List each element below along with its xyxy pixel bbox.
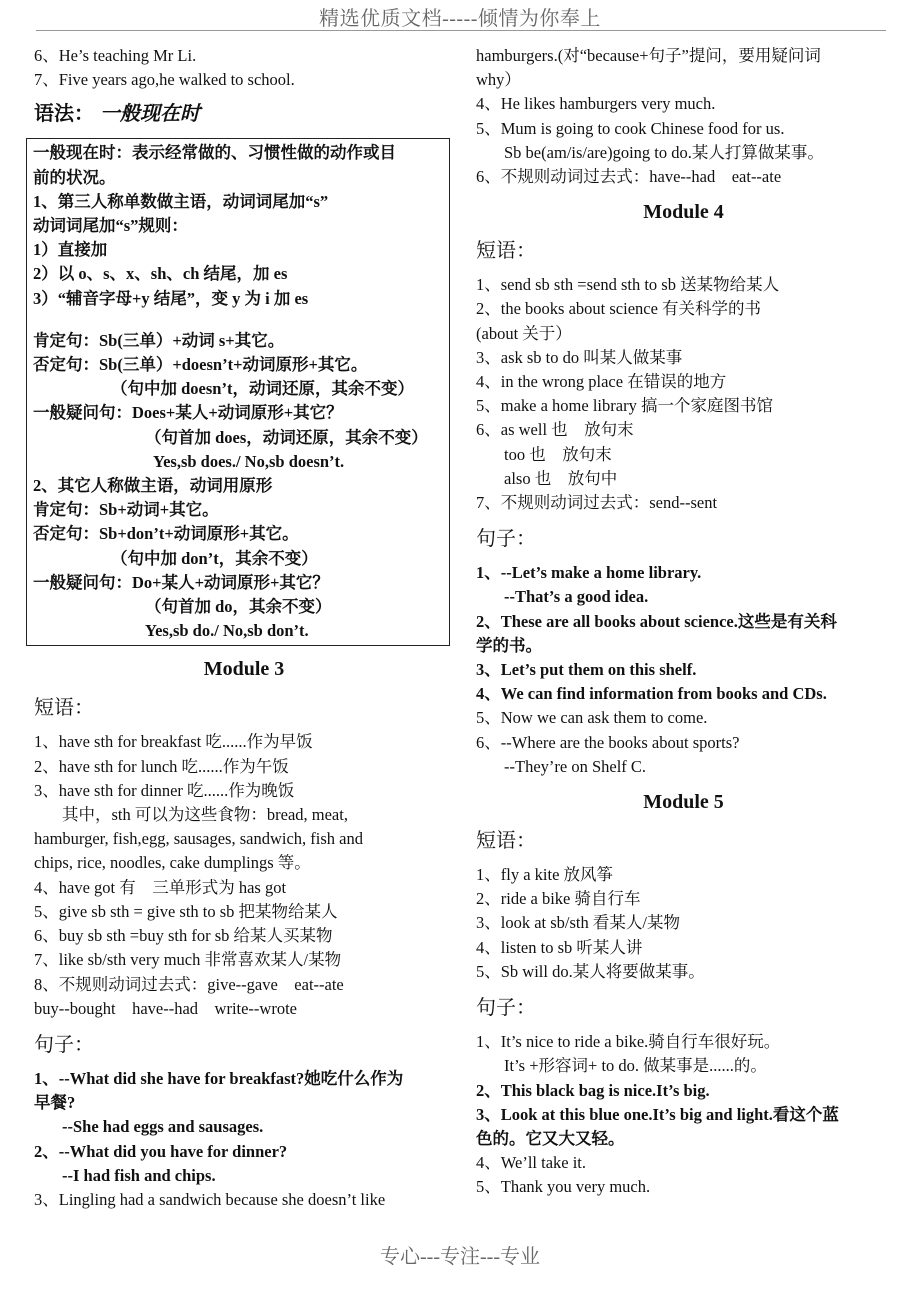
sentence-line: 7、Five years ago,he walked to school. <box>34 70 295 90</box>
sentence-line: 6、不规则动词过去式：have--had eat--ate <box>476 167 782 187</box>
grammar-line: 3）“辅音字母+y 结尾”，变 y 为 i 加 es <box>33 288 309 308</box>
module-4-title: Module 4 <box>643 201 724 224</box>
sentences-label: 句子： <box>476 528 536 551</box>
grammar-line: 一般疑问句：Does+某人+动词原形+其它？ <box>33 403 343 423</box>
phrase-line: 7、不规则动词过去式：send--sent <box>476 493 718 513</box>
sentence-line: 早餐? <box>34 1093 76 1113</box>
phrase-line: too 也 放句末 <box>504 444 612 464</box>
sentence-line: 1、--What did she have for breakfast?她吃什么作为 <box>34 1068 404 1088</box>
sentence-line: 3、Let’s put them on this shelf. <box>476 660 697 680</box>
page-header: 精选优质文档-----倾情为你奉上 <box>319 8 601 30</box>
sentence-line: 5、Thank you very much. <box>476 1177 651 1197</box>
header-rule <box>36 30 886 31</box>
phrase-line: 1、fly a kite 放风筝 <box>476 865 614 885</box>
sentences-label: 句子： <box>476 997 536 1020</box>
phrase-line: 4、have got 有 三单形式为 has got <box>34 877 287 897</box>
sentence-line: Sb be(am/is/are)going to do.某人打算做某事。 <box>504 142 824 162</box>
phrase-line: 8、不规则动词过去式：give--gave eat--ate <box>34 974 344 994</box>
sentence-line: hamburgers.(对“because+句子”提问，要用疑问词 <box>476 46 821 65</box>
sentence-line: --They’re on Shelf C. <box>504 756 647 776</box>
sentence-line: 3、Look at this blue one.It’s big and light.看这个蓝 <box>476 1104 839 1124</box>
grammar-line: 2）以 o、s、x、sh、ch 结尾，加 es <box>33 264 288 284</box>
phrase-line: 5、Sb will do.某人将要做某事。 <box>476 961 705 981</box>
sentence-line: 4、We’ll take it. <box>476 1153 587 1173</box>
grammar-line: 否定句：Sb(三单）+doesn’t+动词原形+其它。 <box>33 355 368 375</box>
phrase-line: 1、have sth for breakfast 吃......作为早饭 <box>34 732 313 752</box>
right-column <box>476 44 891 1200</box>
phrase-line: 2、the books about science 有关科学的书 <box>476 299 762 319</box>
phrase-line: 3、ask sb to do 叫某人做某事 <box>476 347 683 367</box>
phrase-line: 4、listen to sb 听某人讲 <box>476 937 643 957</box>
grammar-line: 肯定句：Sb(三单）+动词 s+其它。 <box>33 330 285 350</box>
phrase-line: 2、have sth for lunch 吃......作为午饭 <box>34 756 289 776</box>
phrase-line: 其中，sth 可以为这些食物：bread, meat, <box>62 805 348 825</box>
phrases-label: 短语： <box>476 830 536 853</box>
phrases-label: 短语： <box>476 240 536 263</box>
page-footer: 专心---专注---专业 <box>380 1246 540 1268</box>
phrase-line: (about 关于） <box>476 323 572 343</box>
left-column <box>34 44 454 1212</box>
phrase-line: 6、buy sb sth =buy sth for sb 给某人买某物 <box>34 926 333 946</box>
sentence-line: 2、--What did you have for dinner? <box>34 1141 288 1161</box>
phrase-line: also 也 放句中 <box>504 468 618 488</box>
phrase-line: 2、ride a bike 骑自行车 <box>476 889 641 909</box>
phrase-line: 3、have sth for dinner 吃......作为晚饭 <box>34 780 295 800</box>
grammar-line: Yes,sb do./ No,sb don’t. <box>145 621 309 641</box>
grammar-line: 一般疑问句：Do+某人+动词原形+其它？ <box>33 572 329 592</box>
phrase-line: 6、as well 也 放句末 <box>476 420 634 440</box>
grammar-topic: 一般现在时 <box>100 103 200 126</box>
sentence-line: 色的。它又大又轻。 <box>476 1128 625 1148</box>
grammar-line: （句首加 do，其余不变） <box>145 597 332 617</box>
grammar-label: 语法： <box>34 103 94 126</box>
grammar-line: 1、第三人称单数做主语，动词词尾加“s” <box>33 191 329 211</box>
sentence-line: 2、These are all books about science.这些是有关科 <box>476 611 837 631</box>
sentence-line: 6、He’s teaching Mr Li. <box>34 46 197 65</box>
sentence-line: 6、--Where are the books about sports? <box>476 732 740 752</box>
sentences-label: 句子： <box>34 1033 94 1056</box>
grammar-line: 一般现在时：表示经常做的、习惯性做的动作或目 <box>33 143 396 163</box>
grammar-line: 否定句：Sb+don’t+动词原形+其它。 <box>33 524 299 544</box>
phrase-line: buy--bought have--had write--wrote <box>34 998 297 1018</box>
spacer <box>33 311 449 329</box>
sentence-line: 学的书。 <box>476 635 542 655</box>
grammar-line: （句首加 does，动词还原，其余不变） <box>145 427 428 447</box>
grammar-line: （句中加 doesn’t，动词还原，其余不变） <box>111 379 414 399</box>
sentence-line: It’s +形容词+ to do. 做某事是......的。 <box>504 1056 767 1076</box>
sentence-line: --She had eggs and sausages. <box>62 1117 264 1137</box>
sentence-line: why） <box>476 70 521 90</box>
grammar-line: 动词词尾加“s”规则： <box>33 216 188 236</box>
phrase-line: hamburger, fish,egg, sausages, sandwich, fish and <box>34 829 363 849</box>
sentence-line: 3、Lingling had a sandwich because she doesn’t like <box>34 1189 386 1209</box>
phrase-line: 5、make a home library 搞一个家庭图书馆 <box>476 396 773 416</box>
module-5-title: Module 5 <box>643 791 724 814</box>
grammar-heading <box>34 100 454 128</box>
sentence-line: 5、Mum is going to cook Chinese food for us. <box>476 118 785 138</box>
sentence-line: 4、We can find information from books and CDs. <box>476 684 827 704</box>
sentence-line: 1、--Let’s make a home library. <box>476 563 702 583</box>
phrase-line: 1、send sb sth =send sth to sb 送某物给某人 <box>476 275 780 295</box>
sentence-line: 1、It’s nice to ride a bike.骑自行车很好玩。 <box>476 1032 781 1052</box>
sentence-line: 5、Now we can ask them to come. <box>476 708 708 728</box>
grammar-line: Yes,sb does./ No,sb doesn’t. <box>153 451 345 471</box>
phrase-line: 4、in the wrong place 在错误的地方 <box>476 372 727 392</box>
grammar-line: 肯定句：Sb+动词+其它。 <box>33 500 219 520</box>
phrase-line: 3、look at sb/sth 看某人/某物 <box>476 913 680 933</box>
phrase-line: 7、like sb/sth very much 非常喜欢某人/某物 <box>34 950 342 970</box>
grammar-line: （句中加 don’t，其余不变） <box>111 548 318 568</box>
module-3-title: Module 3 <box>203 658 285 681</box>
phrases-label: 短语： <box>34 697 94 720</box>
sentence-line: --That’s a good idea. <box>504 587 649 607</box>
phrase-line: 5、give sb sth = give sth to sb 把某物给某人 <box>34 901 338 921</box>
grammar-line: 1）直接加 <box>33 240 108 260</box>
sentence-line: --I had fish and chips. <box>62 1165 216 1185</box>
grammar-box <box>26 138 450 646</box>
grammar-line: 前的状况。 <box>33 167 116 187</box>
phrase-line: chips, rice, noodles, cake dumplings 等。 <box>34 853 311 873</box>
sentence-line: 4、He likes hamburgers very much. <box>476 94 716 114</box>
sentence-line: 2、This black bag is nice.It’s big. <box>476 1080 710 1100</box>
grammar-line: 2、其它人称做主语，动词用原形 <box>33 476 273 496</box>
